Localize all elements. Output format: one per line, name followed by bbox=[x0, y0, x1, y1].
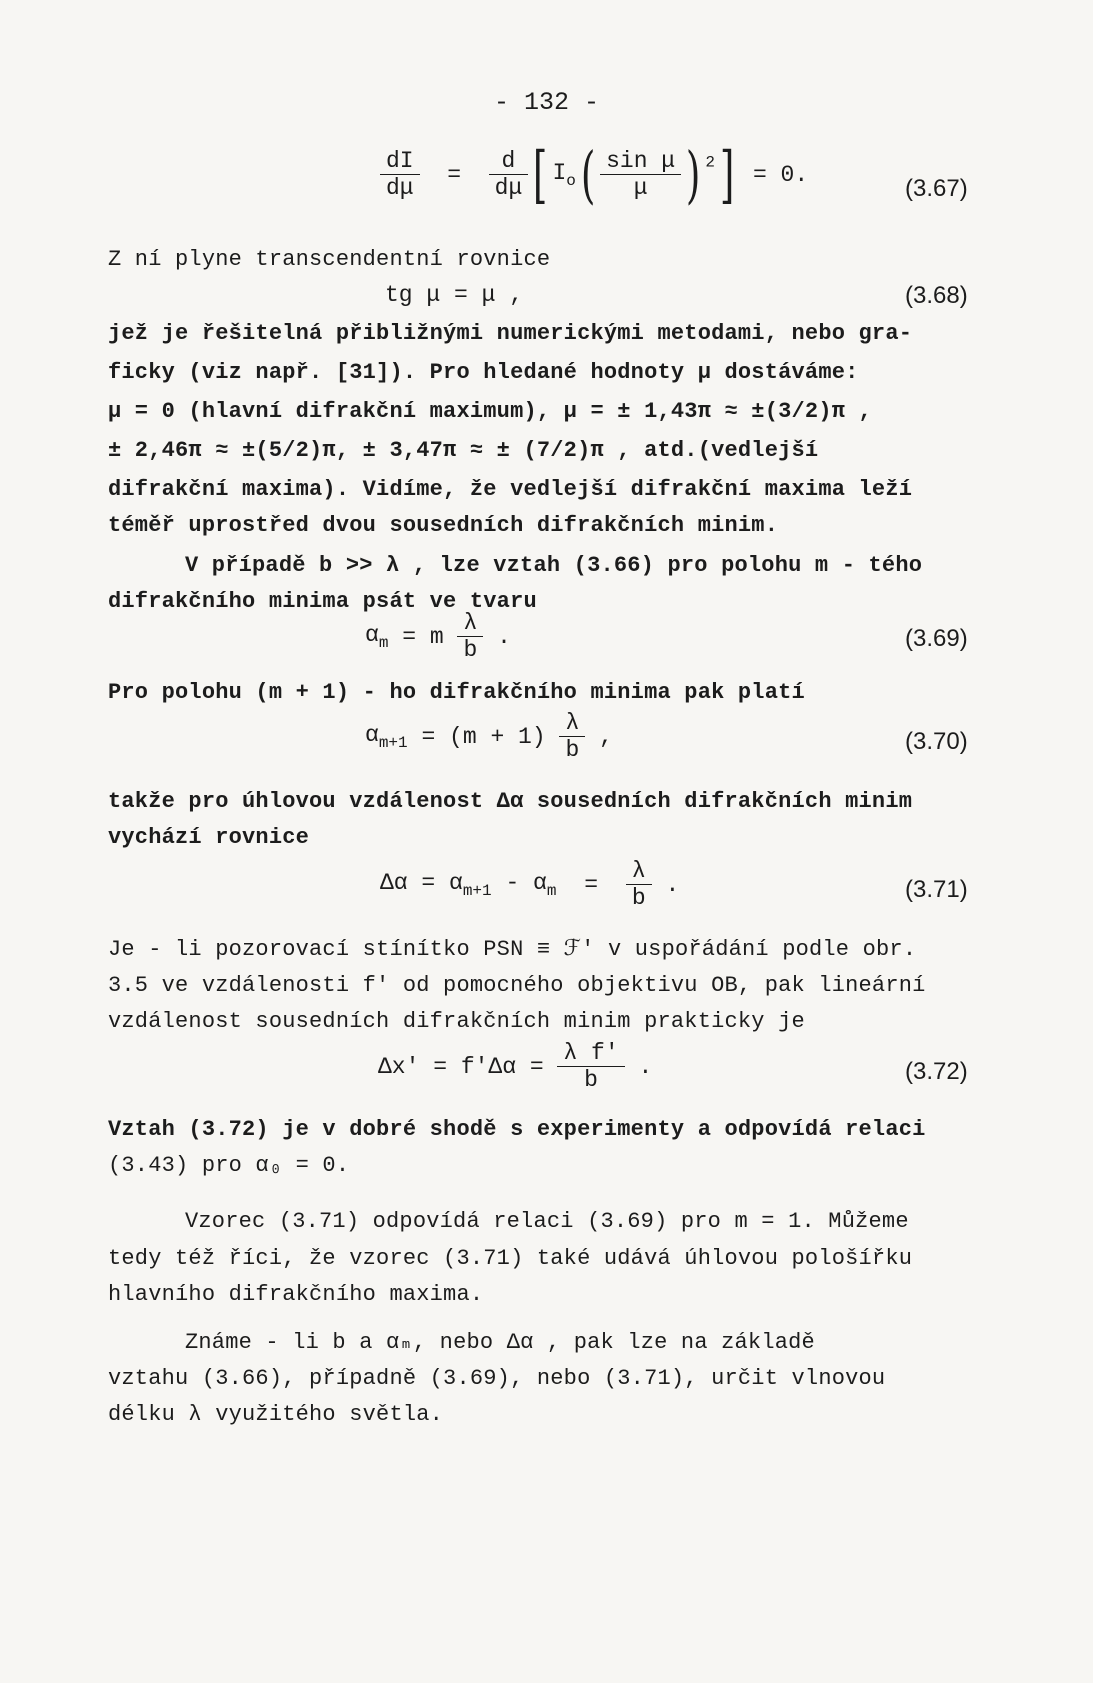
eq367-rhs: = 0. bbox=[752, 161, 809, 188]
eq371-lhs-sub: m+1 bbox=[462, 881, 492, 900]
text-line: 3.5 ve vzdálenosti f' od pomocného objektivu OB, pak lineární bbox=[108, 973, 926, 998]
text-line: difrakční maxima). Vidíme, že vedlejší difrakční maxima leží bbox=[108, 477, 913, 502]
text-line: vychází rovnice bbox=[108, 825, 310, 850]
eq369-den: b bbox=[463, 637, 478, 663]
eq371-mid: - α bbox=[505, 869, 547, 896]
text-line: vztahu (3.66), případně (3.69), nebo (3.71), určit vlnovou bbox=[108, 1366, 886, 1391]
text-line: hlavního difrakčního maxima. bbox=[108, 1282, 484, 1307]
eq-number-3-70: (3.70) bbox=[905, 728, 968, 755]
eq371-end: . bbox=[665, 871, 680, 898]
eq-number-3-67: (3.67) bbox=[905, 175, 968, 202]
eq-number-3-69: (3.69) bbox=[905, 625, 968, 652]
eq372-den: b bbox=[584, 1067, 598, 1093]
eq367-lhs-num: dI bbox=[380, 148, 420, 175]
eq372-lhs: Δx' = f'Δα = bbox=[378, 1053, 544, 1080]
eq370-mid: = (m + 1) bbox=[421, 723, 546, 750]
eq370-end: , bbox=[599, 723, 613, 750]
text-line: takže pro úhlovou vzdálenost Δα sousedních difrakčních minim bbox=[108, 789, 913, 814]
text-line: Je - li pozorovací stínítko PSN ≡ ℱ' v uspořádání podle obr. bbox=[108, 937, 917, 962]
eq367-I-sub: o bbox=[566, 171, 576, 190]
eq370-num: λ bbox=[559, 710, 585, 737]
text-line: jež je řešitelná přibližnými numerickými metodami, nebo gra- bbox=[108, 321, 913, 346]
text-line: ficky (viz např. [31]). Pro hledané hodnoty μ dostáváme: bbox=[108, 360, 859, 385]
text-line: Pro polohu (m + 1) - ho difrakčního minima pak platí bbox=[108, 680, 805, 705]
eq367-lhs-den: dμ bbox=[386, 175, 414, 201]
eq371-eq: = bbox=[584, 871, 599, 898]
eq372-num: λ f' bbox=[557, 1040, 624, 1067]
eq367-sin-num: sin μ bbox=[600, 148, 681, 175]
eq367-power: 2 bbox=[705, 153, 715, 172]
equation-3-72 bbox=[378, 1040, 652, 1093]
text-line: (3.43) pro α₀ = 0. bbox=[108, 1153, 350, 1178]
text-line: Vzorec (3.71) odpovídá relaci (3.69) pro m = 1. Můžeme bbox=[185, 1209, 909, 1234]
eq369-lhs-sub: m bbox=[378, 633, 389, 652]
equation-3-71 bbox=[380, 858, 679, 911]
text-line: vzdálenost sousedních difrakčních minim prakticky je bbox=[108, 1009, 805, 1034]
eq369-end: . bbox=[497, 623, 511, 650]
eq369-mid: = m bbox=[402, 623, 444, 650]
eq367-d-den: dμ bbox=[494, 175, 523, 201]
eq371-mid-sub: m bbox=[546, 881, 557, 900]
text-line: V případě b >> λ , lze vztah (3.66) pro polohu m - tého bbox=[185, 553, 923, 578]
eq367-d-num: d bbox=[489, 148, 529, 175]
text-line: difrakčního minima psát ve tvaru bbox=[108, 589, 537, 614]
text-line: μ = 0 (hlavní difrakční maximum), μ = ± 1,43π ≈ ±(3/2)π , bbox=[108, 399, 872, 424]
equation-3-67: $\frac{dI}{d\mu}$ = $\frac{d}{d\mu}$ [ $I_o$( $\frac{\text{sin μ}}{\mu}$ ) $^2$] = 0. bbox=[380, 148, 808, 201]
eq-number-3-71: (3.71) bbox=[905, 876, 968, 903]
eq371-num: λ bbox=[626, 858, 652, 885]
eq-number-3-68: (3.68) bbox=[905, 282, 968, 309]
text-line: Z ní plyne transcendentní rovnice bbox=[108, 247, 551, 272]
eq369-num: λ bbox=[457, 610, 483, 637]
text-line: tedy též říci, že vzorec (3.71) také udává úhlovou pološířku bbox=[108, 1246, 913, 1271]
eq370-lhs: α bbox=[365, 721, 379, 748]
eq371-den: b bbox=[631, 885, 646, 911]
text-line: ± 2,46π ≈ ±(5/2)π, ± 3,47π ≈ ± (7/2)π , atd.(vedlejší bbox=[108, 438, 819, 463]
text-line: Známe - li b a αₘ, nebo Δα , pak lze na základě bbox=[185, 1330, 815, 1355]
eq-number-3-72: (3.72) bbox=[905, 1058, 968, 1085]
text-line: Vztah (3.72) je v dobré shodě s experimenty a odpovídá relaci bbox=[108, 1117, 926, 1142]
equation-3-70 bbox=[365, 710, 613, 763]
text-line: téměř uprostřed dvou sousedních difrakčních minim. bbox=[108, 513, 779, 538]
eq371-lhs: Δα = α bbox=[380, 869, 463, 896]
eq370-lhs-sub: m+1 bbox=[378, 733, 408, 752]
eq367-sin-den: μ bbox=[633, 175, 648, 201]
equation-3-68: tg μ = μ , bbox=[385, 282, 524, 308]
eq367-I: I bbox=[552, 159, 567, 186]
eq369-lhs: α bbox=[365, 621, 379, 648]
equation-3-69 bbox=[365, 610, 511, 663]
text-line: délku λ využitého světla. bbox=[108, 1402, 444, 1427]
page-number: - 132 - bbox=[493, 88, 600, 117]
eq370-den: b bbox=[565, 737, 580, 763]
eq372-end: . bbox=[638, 1053, 653, 1080]
